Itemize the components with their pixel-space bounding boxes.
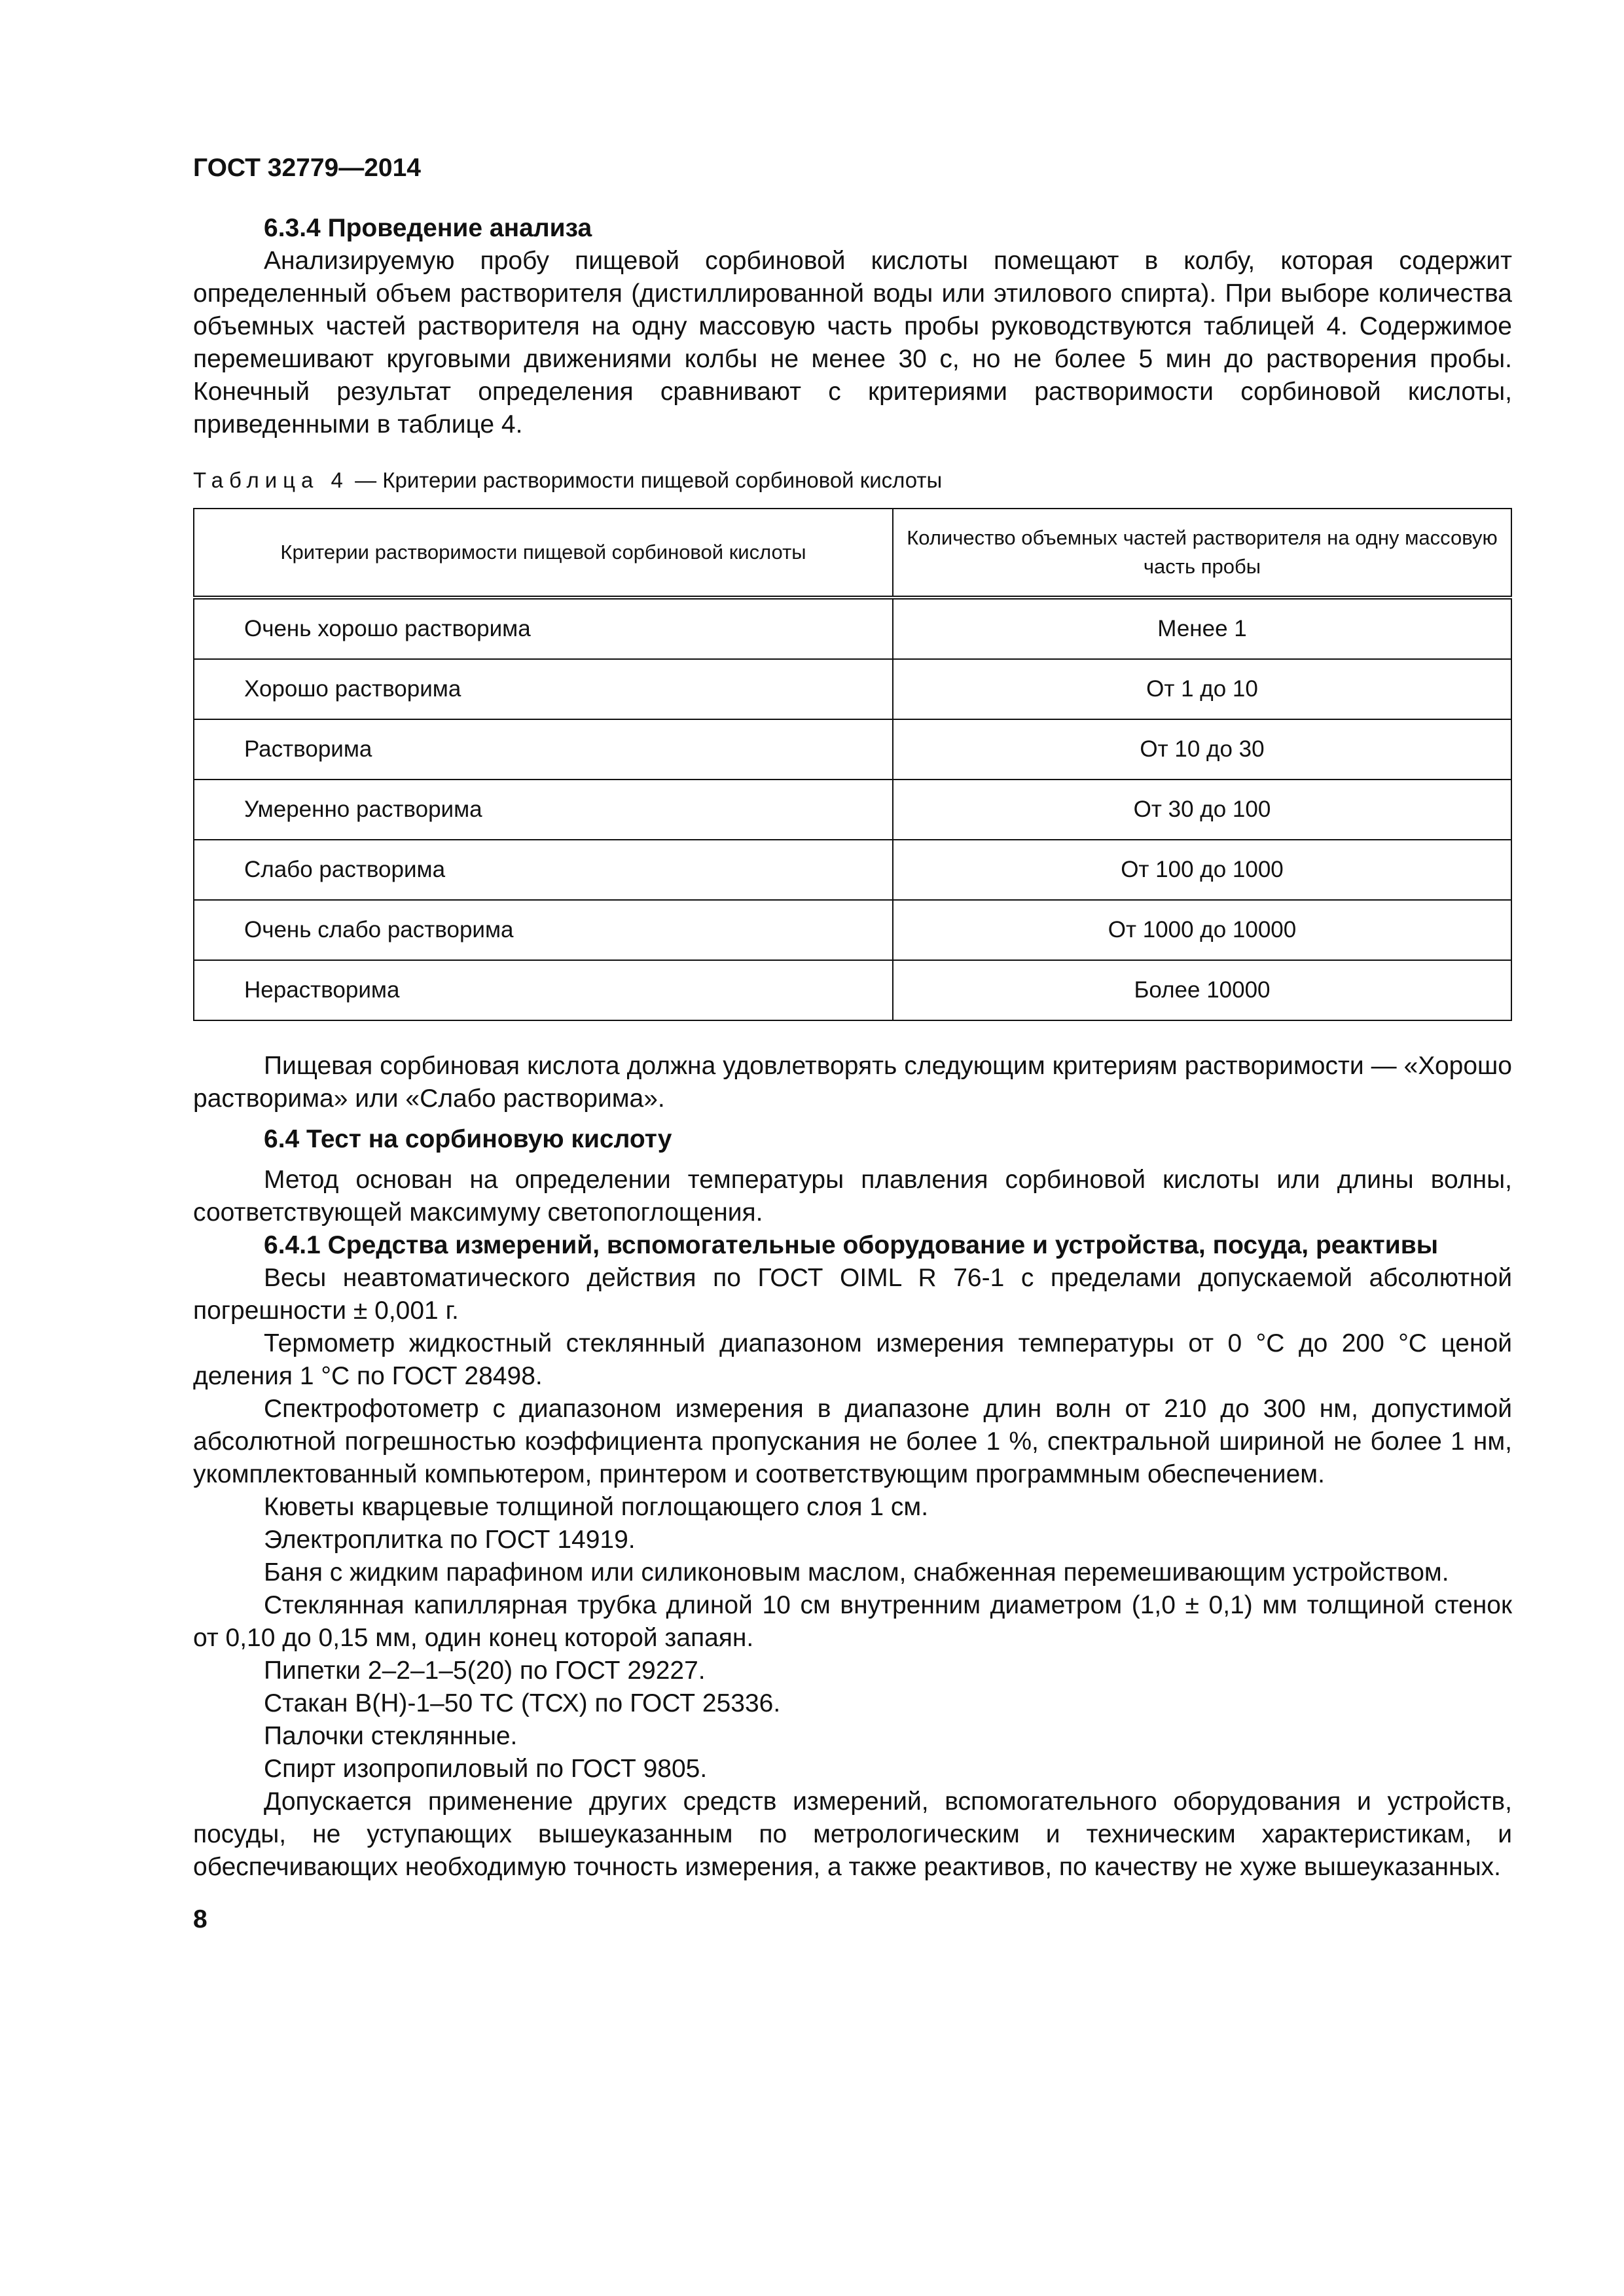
section-heading-6-4-1: 6.4.1 Средства измерений, вспомогательные оборудование и устройства, посуда, реактивы xyxy=(264,1231,1439,1259)
table-cell-parts: От 10 до 30 xyxy=(893,719,1511,780)
table-cell-criterion: Растворима xyxy=(194,719,893,780)
section-heading-6-3-4: 6.3.4 Проведение анализа xyxy=(264,214,592,242)
document-page xyxy=(193,152,1512,1936)
table-cell-parts: Более 10000 xyxy=(893,960,1511,1020)
page-number: 8 xyxy=(193,1905,208,1933)
section-heading-6-4: 6.4 Тест на сорбиновую кислоту xyxy=(264,1125,672,1153)
table-row xyxy=(194,840,1511,900)
equipment-paragraph: Электроплитка по ГОСТ 14919. xyxy=(264,1526,636,1554)
table-cell-parts: От 30 до 100 xyxy=(893,780,1511,840)
equipment-paragraph: Кюветы кварцевые толщиной поглощающего слоя 1 см. xyxy=(264,1493,929,1521)
table-cell-criterion: Нерастворима xyxy=(194,960,893,1020)
table-caption xyxy=(193,466,1512,495)
table-cell-parts: От 1 до 10 xyxy=(893,659,1511,719)
table-row xyxy=(194,659,1511,719)
document-header: ГОСТ 32779—2014 xyxy=(193,154,421,182)
section-text-6-4: Метод основан на определении температуры плавления сорбиновой кислоты или длины волны, соответствующей максимуму светопоглощения. xyxy=(193,1166,1512,1227)
equipment-paragraph: Палочки стеклянные. xyxy=(264,1722,518,1750)
table-row xyxy=(194,598,1511,659)
equipment-paragraph: Пипетки 2–2–1–5(20) по ГОСТ 29227. xyxy=(264,1657,706,1685)
solubility-requirement-text: Пищевая сорбиновая кислота должна удовлетворять следующим критериям растворимости — «Хорошо растворима» или «Слабо растворима». xyxy=(193,1052,1512,1113)
table-cell-criterion: Слабо растворима xyxy=(194,840,893,900)
equipment-paragraph: Допускается применение других средств измерений, вспомогательного оборудования и устройств, посуды, не уступающих вышеуказанным по метрологическим и техническим характеристикам, и обеспечивающих необходимую точность измерения, а также реактивов, по качеству не хуже вышеуказанных. xyxy=(193,1787,1512,1881)
table-cell-criterion: Хорошо растворима xyxy=(194,659,893,719)
table-cell-criterion: Очень хорошо растворима xyxy=(194,598,893,659)
table-cell-parts: От 100 до 1000 xyxy=(893,840,1511,900)
table-row xyxy=(194,780,1511,840)
table-cell-criterion: Очень слабо растворима xyxy=(194,900,893,960)
equipment-paragraph: Спирт изопропиловый по ГОСТ 9805. xyxy=(264,1755,708,1783)
equipment-paragraph: Баня с жидким парафином или силиконовым маслом, снабженная перемешивающим устройством. xyxy=(264,1558,1449,1587)
equipment-paragraph: Термометр жидкостный стеклянный диапазоном измерения температуры от 0 °С до 200 °С ценой деления 1 °С по ГОСТ 28498. xyxy=(193,1329,1512,1390)
table-caption-label: Таблица 4 xyxy=(193,468,349,492)
solubility-criteria-table xyxy=(193,508,1512,1021)
table-cell-parts: От 1000 до 10000 xyxy=(893,900,1511,960)
table-row xyxy=(194,960,1511,1020)
table-row xyxy=(194,719,1511,780)
equipment-paragraph: Стеклянная капиллярная трубка длиной 10 см внутренним диаметром (1,0 ± 0,1) мм толщиной стенок от 0,10 до 0,15 мм, один конец которой запаян. xyxy=(193,1591,1512,1652)
equipment-paragraph: Стакан В(Н)-1–50 ТС (ТСХ) по ГОСТ 25336. xyxy=(264,1689,781,1717)
table-caption-text: — Критерии растворимости пищевой сорбиновой кислоты xyxy=(348,468,943,492)
table-cell-criterion: Умеренно растворима xyxy=(194,780,893,840)
table-cell-parts: Менее 1 xyxy=(893,598,1511,659)
table-header-row xyxy=(194,509,1511,598)
equipment-paragraph: Весы неавтоматического действия по ГОСТ OIML R 76-1 с пределами допускаемой абсолютной погрешности ± 0,001 г. xyxy=(193,1264,1512,1325)
table-header-parts: Количество объемных частей растворителя на одну массовую часть пробы xyxy=(893,509,1511,598)
section-text-6-3-4: Анализируемую пробу пищевой сорбиновой кислоты помещают в колбу, которая содержит определенный объем растворителя (дистиллированной воды или этилового спирта). При выборе количества объемных частей растворителя на одну массовую часть пробы руководствуются таблицей 4. Содержимое перемешивают круговыми движениями колбы не менее 30 с, но не более 5 мин до растворения пробы. Конечный результат определения сравнивают с критериями растворимости сорбиновой кислоты, приведенными в таблице 4. xyxy=(193,247,1512,439)
table-header-criteria: Критерии растворимости пищевой сорбиновой кислоты xyxy=(194,509,893,598)
equipment-paragraph: Спектрофотометр с диапазоном измерения в диапазоне длин волн от 210 до 300 нм, допустимой абсолютной погрешностью коэффициента пропускания не более 1 %, спектральной шириной не более 1 нм, укомплектованный компьютером, принтером и соответствующим программным обеспечением. xyxy=(193,1395,1512,1488)
table-row xyxy=(194,900,1511,960)
